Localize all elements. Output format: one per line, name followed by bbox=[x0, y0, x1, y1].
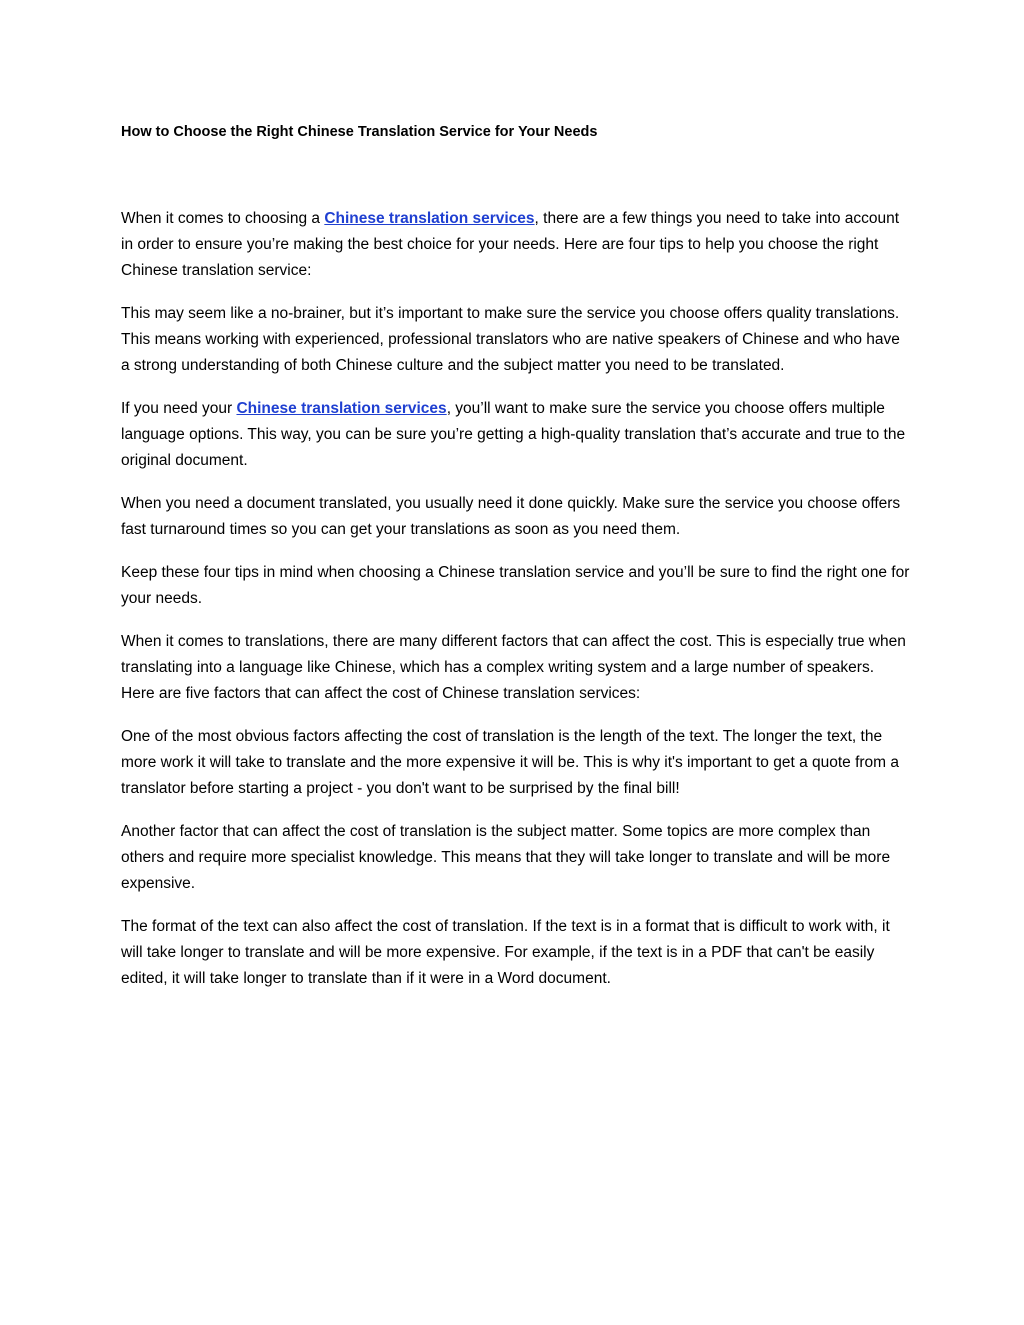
paragraph-turnaround: When you need a document translated, you usually need it done quickly. Make sure the service you choose offers fast turnaround times so you can get your translations as soon as you need them. bbox=[121, 495, 901, 538]
chinese-translation-services-link-2[interactable]: Chinese translation services bbox=[236, 400, 447, 417]
chinese-translation-services-link[interactable]: Chinese translation services bbox=[324, 210, 535, 227]
paragraph-summary: Keep these four tips in mind when choosing a Chinese translation service and you’ll be sure to find the right one for your needs. bbox=[121, 564, 910, 607]
paragraph-length: One of the most obvious factors affecting the cost of translation is the length of the text. The longer the text, the more work it will take to translate and the more expensive it will be. This is why it's important to get a quote from a translator before starting a project - you don't want to be surprised by the final bill! bbox=[121, 728, 900, 797]
document-title: How to Choose the Right Chinese Translation Service for Your Needs bbox=[121, 124, 598, 140]
paragraph-format: The format of the text can also affect the cost of translation. If the text is in a format that is difficult to work with, it will take longer to translate and will be more expensive. For example, if the text is in a PDF that can't be easily edited, it will take longer to translate than if it were in a Word document. bbox=[121, 918, 890, 987]
paragraph-intro-text-after: , there are a few things you need to take into account in order to ensure you’re making the best choice for your needs. Here are four tips to help you choose the right Chinese translation service: bbox=[121, 210, 900, 279]
document-page bbox=[121, 120, 911, 1009]
paragraph-language-options-text-before: If you need your bbox=[121, 400, 237, 417]
paragraph-intro-text-before: When it comes to choosing a bbox=[121, 210, 325, 227]
paragraph-language-options bbox=[121, 396, 911, 474]
paragraph-subject-matter: Another factor that can affect the cost of translation is the subject matter. Some topics are more complex than others and require more specialist knowledge. This means that they will take longer to translate and will be more expensive. bbox=[121, 823, 891, 892]
paragraph-language-options-text-after: , you’ll want to make sure the service you choose offers multiple language options. This way, you can be sure you’re getting a high-quality translation that’s accurate and true to the original document. bbox=[121, 400, 906, 469]
paragraph-cost-intro: When it comes to translations, there are many different factors that can affect the cost. This is especially true when translating into a language like Chinese, which has a complex writing system and a large number of speakers. Here are five factors that can affect the cost of Chinese translation services: bbox=[121, 633, 906, 702]
paragraph-intro bbox=[121, 206, 911, 284]
paragraph-quality: This may seem like a no-brainer, but it’s important to make sure the service you choose offers quality translations. This means working with experienced, professional translators who are native speakers of Chinese and who have a strong understanding of both Chinese culture and the subject matter you need to be translated. bbox=[121, 305, 900, 374]
